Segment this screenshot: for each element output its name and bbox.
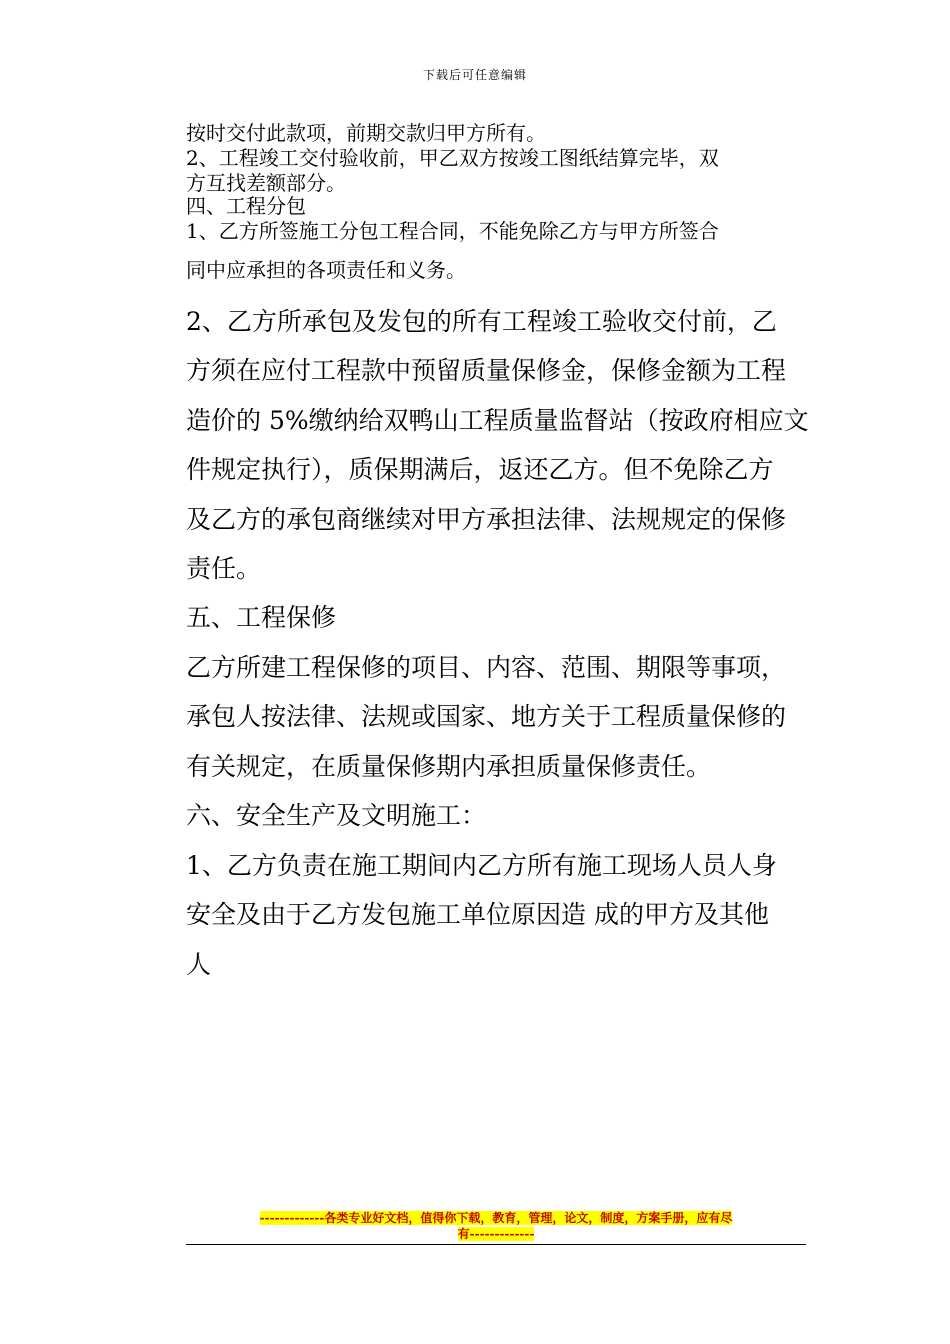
text-line: 人 <box>186 950 212 979</box>
footer-divider <box>186 1244 806 1245</box>
text-line: 及乙方的承包商继续对甲方承担法律、法规规定的保修 <box>186 505 787 534</box>
section-heading: 五、工程保修 <box>186 603 337 632</box>
text-line: 1、乙方负责在施工期间内乙方所有施工现场人员人身 <box>186 851 777 880</box>
text-line: 方须在应付工程款中预留质量保修金，保修金额为工程 <box>186 356 787 385</box>
text-line: 方互找差额部分。 <box>186 171 346 195</box>
text-line: 造价的 5%缴纳给双鸭山工程质量监督站（按政府相应文 <box>186 406 809 435</box>
text-line: 2、工程竣工交付验收前，甲乙双方按竣工图纸结算完毕，双 <box>186 146 719 170</box>
text-line: 2、乙方所承包及发包的所有工程竣工验收交付前，乙 <box>186 307 777 336</box>
text-line: 乙方所建工程保修的项目、内容、范围、期限等事项， <box>186 653 787 682</box>
text-line: 按时交付此款项，前期交款归甲方所有。 <box>186 121 546 145</box>
text-line: 责任。 <box>186 554 262 583</box>
footer-note-line1: -------------各类专业好文档，值得你下载，教育，管理，论文，制度，方案手册，应有尽 <box>259 1211 733 1225</box>
footer-note <box>186 1210 806 1242</box>
section-heading: 六、安全生产及文明施工： <box>186 801 487 830</box>
text-line: 1、乙方所签施工分包工程合同，不能免除乙方与甲方所签合 <box>186 219 719 243</box>
text-line: 安全及由于乙方发包施工单位原因造 成的甲方及其他 <box>186 900 769 929</box>
section-heading: 四、工程分包 <box>186 194 306 218</box>
text-line: 有关规定，在质量保修期内承担质量保修责任。 <box>186 752 712 781</box>
text-line: 同中应承担的各项责任和义务。 <box>186 258 466 282</box>
header-note: 下载后可任意编辑 <box>422 68 527 82</box>
text-line: 承包人按法律、法规或国家、地方关于工程质量保修的 <box>186 702 787 731</box>
text-line: 件规定执行），质保期满后，返还乙方。但不免除乙方 <box>186 455 774 484</box>
footer-note-line2: 有------------- <box>457 1227 535 1241</box>
